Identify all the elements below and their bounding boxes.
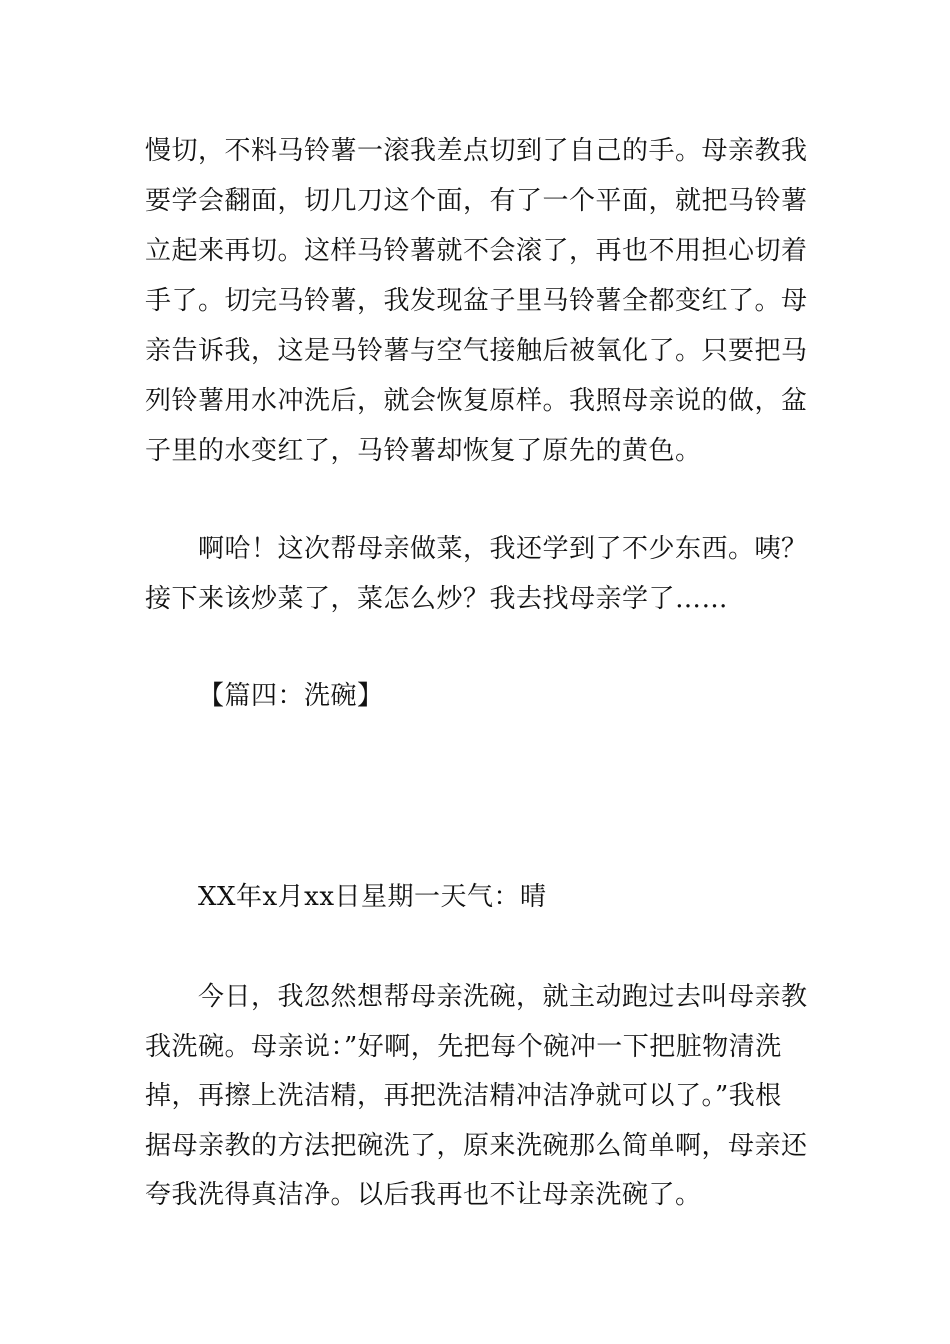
section-heading: 【篇四：洗碗】	[198, 681, 384, 711]
paragraph-line: 据母亲教的方法把碗洗了，原来洗碗那么简单啊，母亲还	[145, 1131, 808, 1161]
paragraph-line: 掉，再擦上洗洁精，再把洗洁精冲洁净就可以了。”我根	[145, 1081, 782, 1111]
paragraph-line: 要学会翻面，切几刀这个面，有了一个平面，就把马铃薯	[145, 186, 808, 216]
paragraph-line: 手了。切完马铃薯，我发现盆子里马铃薯全都变红了。母	[145, 286, 808, 316]
paragraph-line: 亲告诉我，这是马铃薯与空气接触后被氧化了。只要把马	[145, 336, 808, 366]
paragraph-line: 我洗碗。母亲说：”好啊，先把每个碗冲一下把脏物清洗	[145, 1032, 782, 1062]
paragraph-line: 夸我洗得真洁净。以后我再也不让母亲洗碗了。	[145, 1180, 702, 1210]
paragraph-line: 接下来该炒菜了，菜怎么炒？我去找母亲学了……	[145, 584, 729, 614]
paragraph-line: 慢切，不料马铃薯一滚我差点切到了自己的手。母亲教我	[145, 136, 808, 166]
paragraph-line: 立起来再切。这样马铃薯就不会滚了，再也不用担心切着	[145, 236, 808, 266]
paragraph-line: 啊哈！这次帮母亲做菜，我还学到了不少东西。咦？	[198, 534, 808, 564]
paragraph-line: 子里的水变红了，马铃薯却恢复了原先的黄色。	[145, 436, 702, 466]
date-line: XX年x月xx日星期一天气：晴	[198, 882, 547, 912]
paragraph-line: 列铃薯用水冲洗后，就会恢复原样。我照母亲说的做，盆	[145, 386, 808, 416]
paragraph-line: 今日，我忽然想帮母亲洗碗，就主动跑过去叫母亲教	[198, 982, 808, 1012]
